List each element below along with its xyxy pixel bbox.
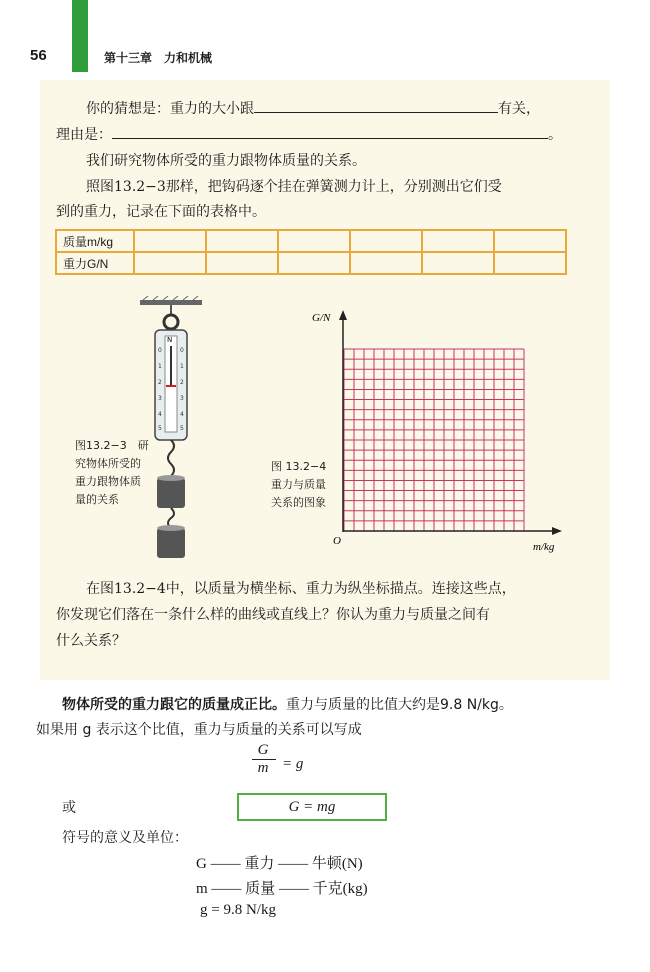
table-cell[interactable] [422, 230, 494, 252]
symbol-gvalue-row: g = 9.8 N/kg [200, 902, 276, 918]
svg-text:4: 4 [158, 411, 162, 418]
table-cell[interactable] [134, 252, 206, 274]
top-ring [164, 315, 178, 329]
question-line1: 在图13.2−4中，以质量为横坐标、重力为纵坐标描点。连接这些点， [86, 581, 516, 597]
svg-text:4: 4 [180, 411, 184, 418]
svg-text:0: 0 [158, 347, 162, 354]
or-label: 或 [62, 800, 76, 816]
weight-2 [157, 528, 185, 558]
chapter-title: 第十三章 力和机械 [104, 51, 213, 65]
table-cell[interactable] [206, 252, 278, 274]
spring-scale-illustration [135, 296, 215, 566]
ceiling-hatch [143, 296, 198, 300]
study-line: 我们研究物体所受的重力跟物体质量的关系。 [86, 153, 366, 169]
formula-box: G = mg [237, 793, 387, 821]
table-cell[interactable] [350, 252, 422, 274]
table-cell[interactable] [278, 230, 350, 252]
g-definition-line: 如果用 g 表示这个比值，重力与质量的关系可以写成 [36, 722, 362, 738]
table-row [56, 252, 566, 274]
record-table [55, 229, 567, 275]
table-cell[interactable] [494, 252, 566, 274]
table-cell[interactable] [422, 252, 494, 274]
scale-unit-label: N [167, 336, 173, 344]
table-cell[interactable] [134, 230, 206, 252]
reason-line [56, 124, 562, 144]
weight-header: 重力G/N [56, 252, 134, 274]
svg-text:0: 0 [180, 347, 184, 354]
svg-text:5: 5 [180, 425, 184, 432]
y-axis-arrow [339, 310, 347, 320]
table-row [56, 230, 566, 252]
fig3-caption [75, 437, 149, 509]
caption-line: 量的关系 [75, 493, 119, 506]
guess-line [86, 98, 540, 118]
caption-line: 图13.2−3 研 [75, 439, 149, 452]
svg-text:3: 3 [180, 395, 184, 402]
mass-header: 质量m/kg [56, 230, 134, 252]
question-line3: 什么关系？ [56, 633, 126, 649]
reason-prefix: 理由是： [56, 127, 112, 143]
svg-text:2: 2 [180, 379, 184, 386]
table-cell[interactable] [206, 230, 278, 252]
hook [168, 440, 174, 476]
x-axis-label: m/kg [533, 541, 555, 553]
fraction-numerator: G [257, 742, 269, 758]
conclusion-line [62, 694, 513, 714]
fraction-rhs: = g [282, 756, 304, 772]
fraction-denominator: m [257, 760, 269, 776]
question-line2: 你发现它们落在一条什么样的曲线或直线上？你认为重力与质量之间有 [56, 607, 490, 623]
svg-text:3: 3 [158, 395, 162, 402]
svg-text:1: 1 [180, 363, 184, 370]
reason-suffix: 。 [548, 127, 562, 143]
conclusion-bold: 物体所受的重力跟它的质量成正比。 [62, 697, 286, 713]
caption-line: 究物体所受的 [75, 457, 141, 470]
fraction-formula [252, 742, 276, 777]
caption-line: 图 13.2−4 [271, 460, 327, 473]
caption-line: 关系的图象 [271, 496, 326, 509]
guess-prefix: 你的猜想是：重力的大小跟 [86, 101, 254, 117]
guess-blank[interactable] [254, 98, 498, 113]
symbols-title: 符号的意义及单位： [62, 830, 188, 846]
chapter-tab [72, 0, 88, 72]
table-cell[interactable] [350, 230, 422, 252]
symbol-g-row: G —— 重力 —— 牛顿(N) [196, 856, 363, 872]
svg-text:2: 2 [158, 379, 162, 386]
table-cell[interactable] [278, 252, 350, 274]
instruction-line2: 到的重力，记录在下面的表格中。 [56, 204, 266, 220]
symbol-m-row: m —— 质量 —— 千克(kg) [196, 881, 368, 897]
weight-1 [157, 478, 185, 508]
guess-suffix: 有关， [498, 101, 540, 117]
x-axis-arrow [552, 527, 562, 535]
y-axis-label: G/N [312, 312, 331, 324]
svg-text:5: 5 [158, 425, 162, 432]
origin-label: O [333, 535, 341, 547]
ceiling-bar [140, 300, 202, 305]
page-number: 56 [30, 47, 47, 64]
caption-line: 重力与质量 [271, 478, 326, 491]
reason-blank[interactable] [112, 124, 548, 139]
svg-text:1: 1 [158, 363, 162, 370]
caption-line: 重力跟物体质 [75, 475, 141, 488]
table-cell[interactable] [494, 230, 566, 252]
graph-grid [300, 306, 570, 556]
ratio-sentence: 重力与质量的比值大约是9.8 N/kg。 [286, 697, 513, 713]
instruction-line1: 照图13.2−3那样，把钩码逐个挂在弹簧测力计上，分别测出它们受 [86, 179, 502, 195]
